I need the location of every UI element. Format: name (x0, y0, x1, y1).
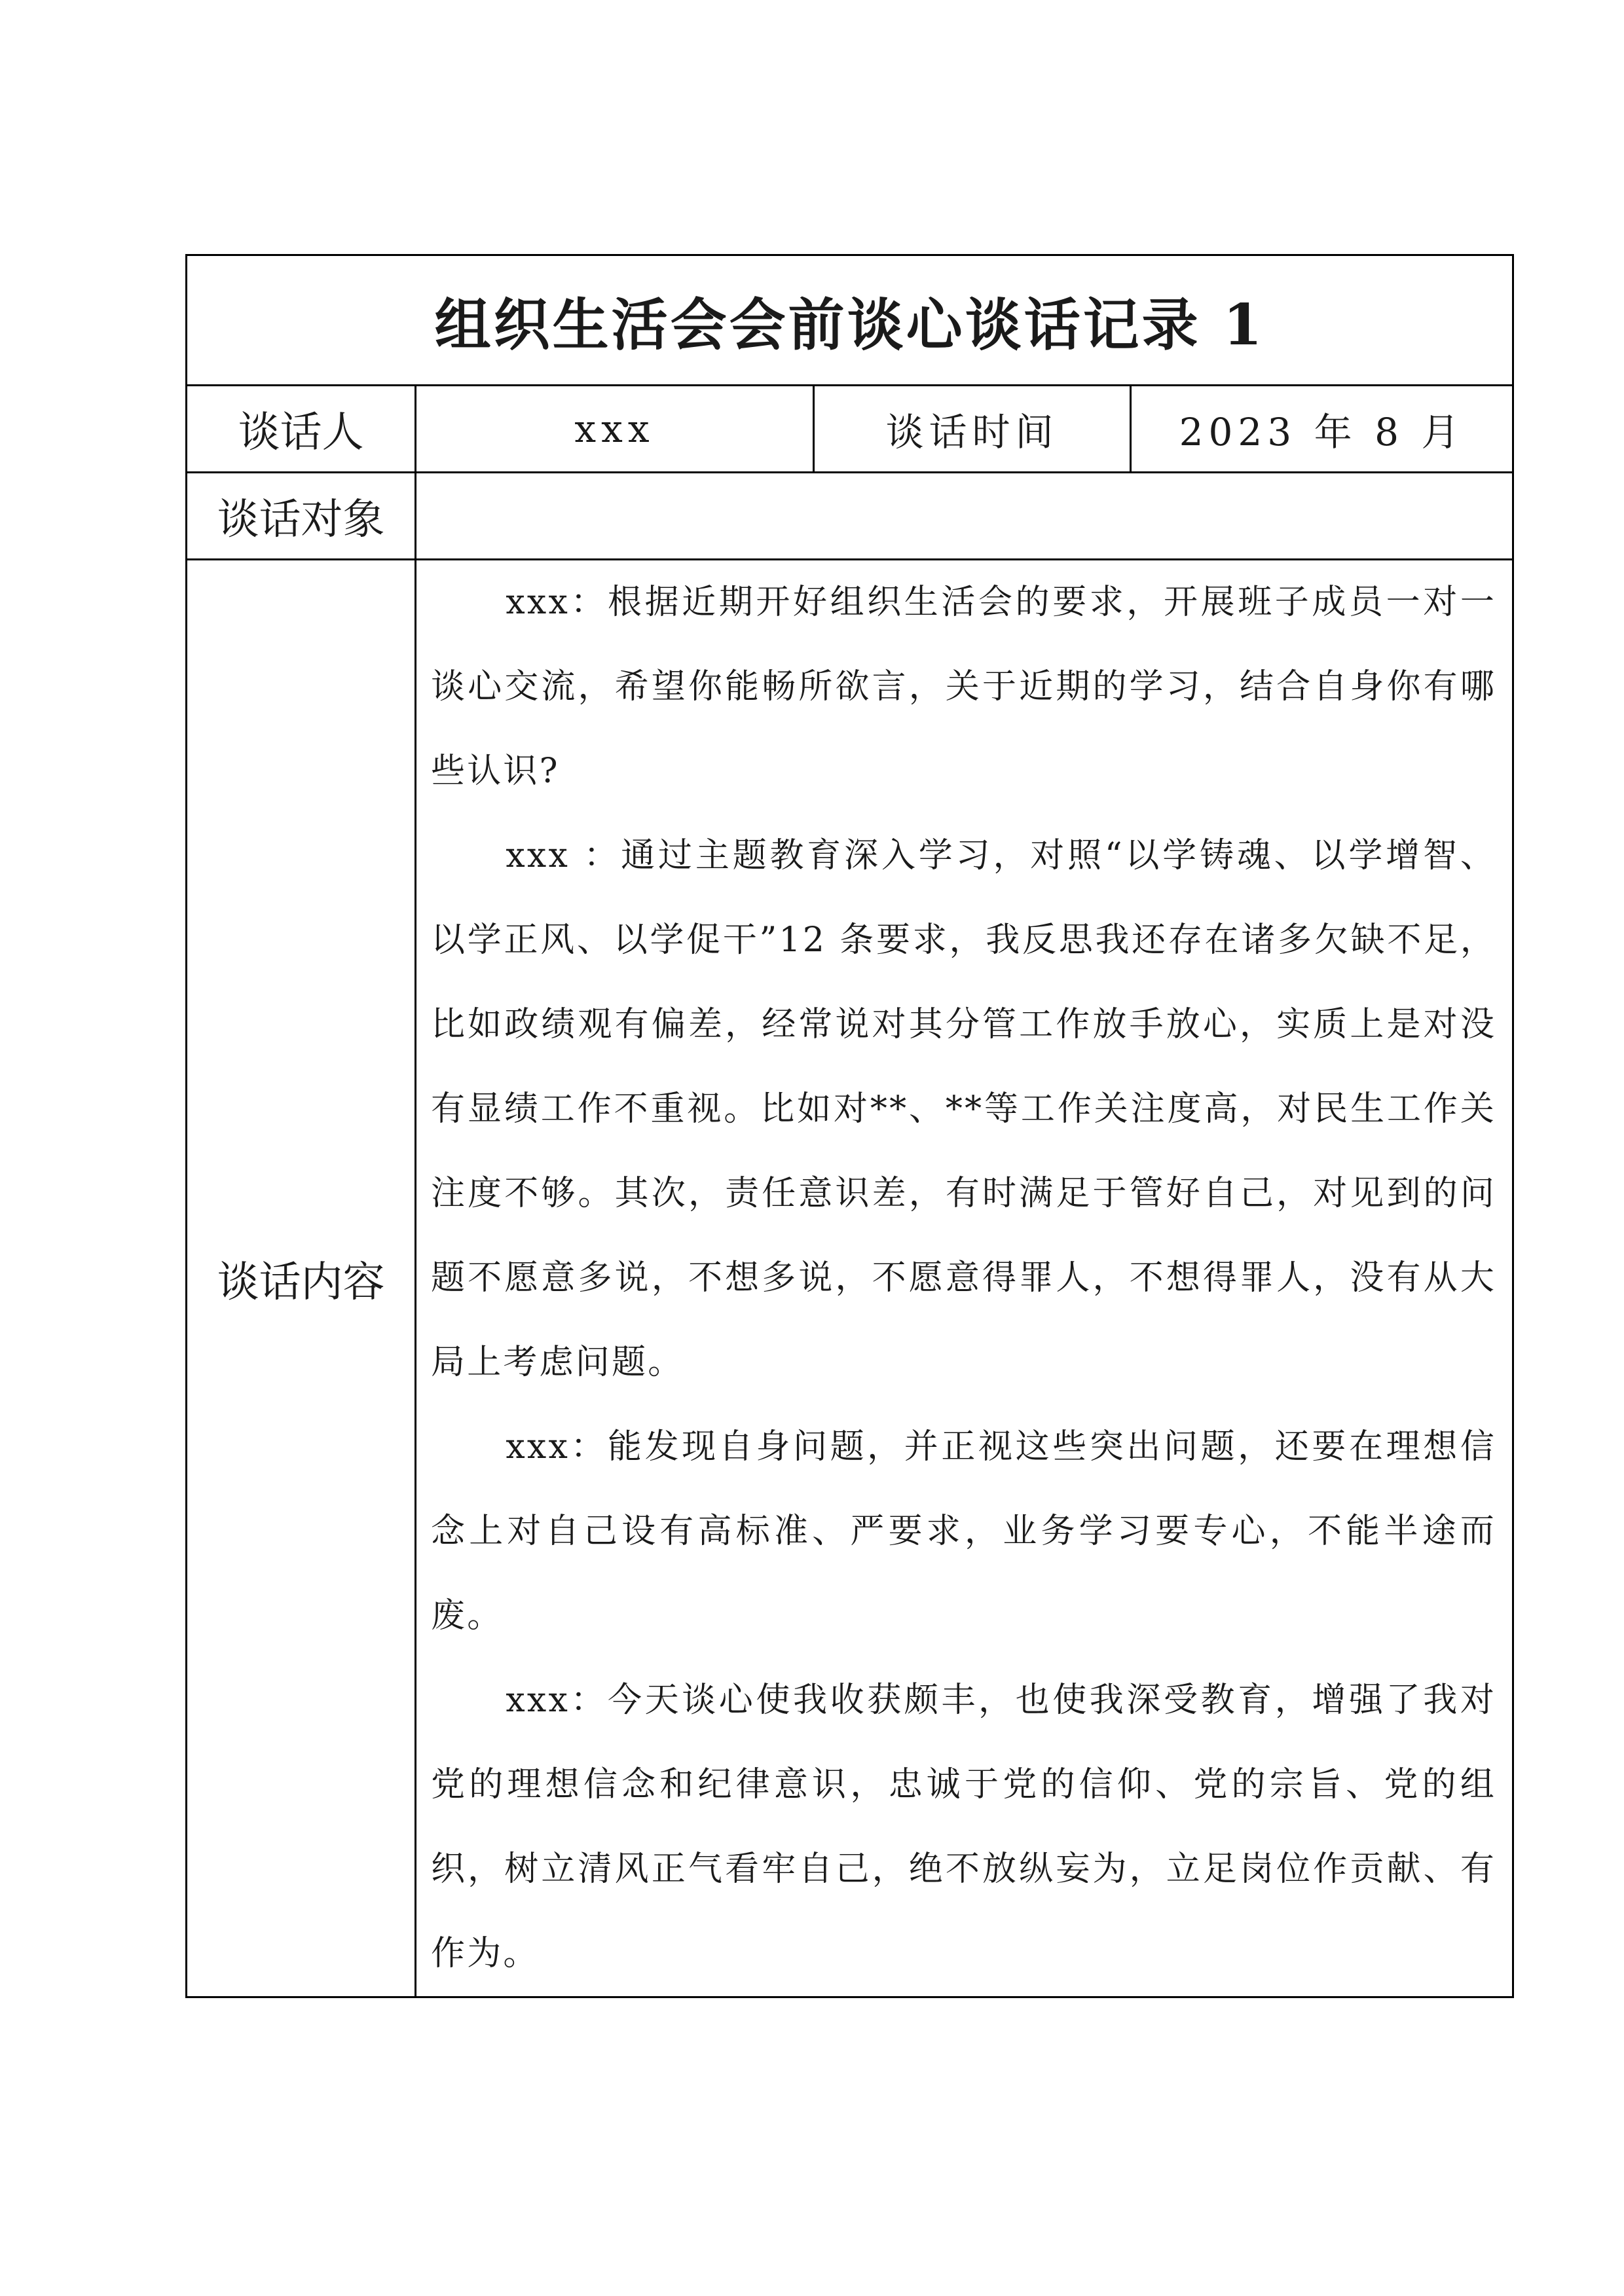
content-paragraph: xxx：能发现自身问题，并正视这些突出问题，还要在理想信念上对自己设有高标准、严要求，业务学习要专心，不能半途而废。 (431, 1427, 1497, 1635)
content-label: 谈话内容 (187, 560, 416, 1997)
record-title: 组织生活会会前谈心谈话记录 1 (187, 255, 1513, 386)
speaker-label: 谈话人 (187, 386, 416, 473)
content-paragraph: xxx ：通过主题教育深入学习，对照“以学铸魂、以学增智、以学正风、以学促干”12 条要求，我反思我还存在诸多欠缺不足，比如政绩观有偏差，经常说对其分管工作放手放心，实质上是对没有显绩工作不重视。比如对**、**等工作关注度高，对民生工作关注度不够。其次，责任意识差，有时满足于管好自己，对见到的问题不愿意多说，不想多说，不愿意得罪人，不想得罪人，没有从大局上考虑问题。 (431, 836, 1497, 1382)
content-paragraph: xxx：今天谈心使我收获颇丰，也使我深受教育，增强了我对党的理想信念和纪律意识，忠诚于党的信仰、党的宗旨、党的组织，树立清风正气看牢自己，绝不放纵妄为，立足岗位作贡献、有作为。 (431, 1681, 1497, 1973)
content-body (416, 560, 1513, 1997)
content-paragraph: xxx：根据近期开好组织生活会的要求，开展班子成员一对一谈心交流，希望你能畅所欲言，关于近期的学习，结合自身你有哪些认识? (431, 583, 1497, 791)
target-value (416, 473, 1513, 560)
speaker-value: xxx (416, 386, 814, 473)
time-label: 谈话时间 (814, 386, 1131, 473)
target-label: 谈话对象 (187, 473, 416, 560)
time-value: 2023 年 8 月 (1131, 386, 1513, 473)
talk-record-table (185, 254, 1514, 1998)
